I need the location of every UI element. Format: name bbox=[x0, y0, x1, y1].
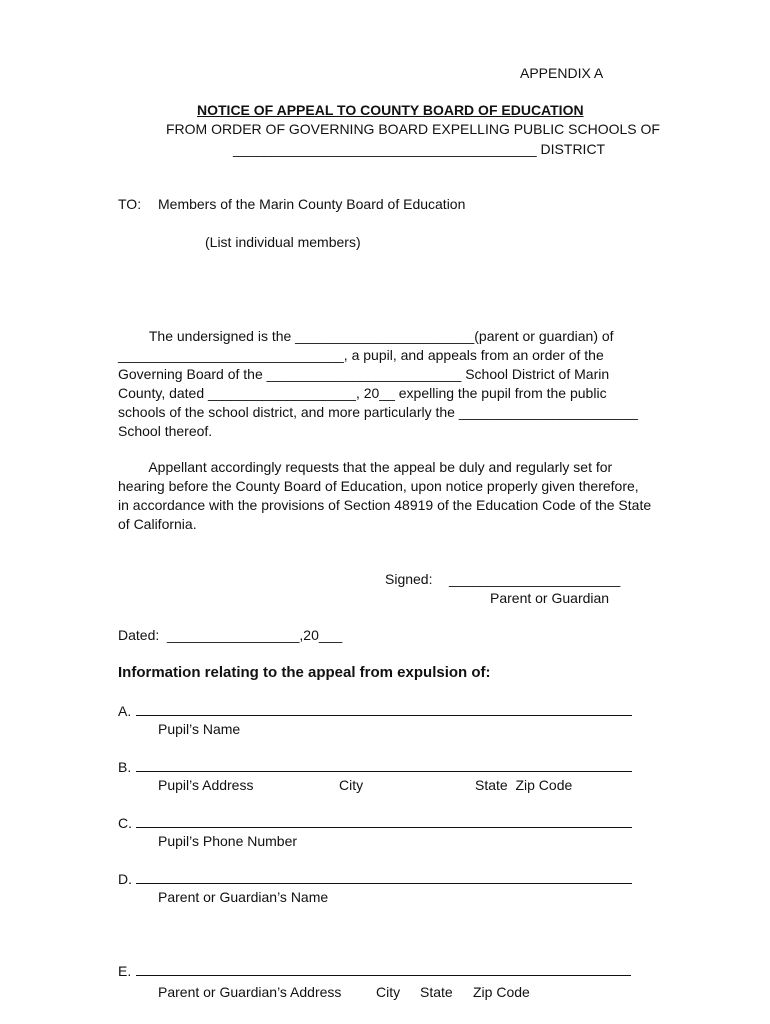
field-caption: City bbox=[339, 777, 364, 793]
paragraph-line: School thereof. bbox=[118, 423, 213, 439]
field-caption: State bbox=[420, 984, 453, 1000]
to-label: TO: bbox=[118, 196, 142, 212]
paragraph-line: hearing before the County Board of Education, upon notice properly given therefore, bbox=[118, 478, 639, 494]
field-caption: City bbox=[376, 984, 401, 1000]
appendix-label: APPENDIX A bbox=[520, 65, 604, 81]
page-title: NOTICE OF APPEAL TO COUNTY BOARD OF EDUCATION bbox=[197, 102, 584, 118]
field-caption: Pupil’s Name bbox=[158, 721, 241, 737]
field-caption: Pupil’s Address bbox=[158, 777, 254, 793]
paragraph-line: _____________________________, a pupil, and appeals from an order of the bbox=[118, 347, 604, 363]
paragraph-line: of California. bbox=[118, 516, 197, 532]
appeal-paragraph bbox=[118, 327, 698, 441]
members-note: (List individual members) bbox=[205, 234, 361, 250]
paragraph-line: Appellant accordingly requests that the appeal be duly and regularly set for bbox=[118, 459, 613, 475]
signature-role: Parent or Guardian bbox=[490, 590, 610, 606]
field-caption: Pupil’s Phone Number bbox=[158, 833, 298, 849]
item-letter: B. bbox=[118, 759, 132, 775]
field-caption: State Zip Code bbox=[475, 777, 573, 793]
guardian-name-field[interactable] bbox=[136, 883, 632, 884]
item-letter: D. bbox=[118, 871, 132, 887]
signature-field[interactable]: ______________________ bbox=[449, 571, 621, 587]
item-letter: C. bbox=[118, 815, 132, 831]
pupil-name-field[interactable] bbox=[136, 715, 632, 716]
pupil-phone-field[interactable] bbox=[136, 827, 632, 828]
district-line: _______________________________________ DISTRICT bbox=[233, 141, 606, 157]
paragraph-line: County, dated ___________________, 20__ expelling the pupil from the public bbox=[118, 385, 607, 401]
pupil-address-field[interactable] bbox=[136, 771, 632, 772]
field-caption: Parent or Guardian’s Name bbox=[158, 889, 329, 905]
paragraph-line: The undersigned is the _______________________(parent or guardian) of bbox=[118, 328, 614, 344]
request-paragraph bbox=[118, 458, 698, 534]
to-recipient: Members of the Marin County Board of Education bbox=[158, 196, 466, 212]
page-subtitle: FROM ORDER OF GOVERNING BOARD EXPELLING PUBLIC SCHOOLS OF bbox=[166, 121, 660, 137]
paragraph-line: in accordance with the provisions of Section 48919 of the Education Code of the State bbox=[118, 497, 652, 513]
item-letter: E. bbox=[118, 963, 132, 979]
guardian-address-field[interactable] bbox=[136, 975, 631, 976]
info-heading: Information relating to the appeal from expulsion of: bbox=[118, 664, 491, 681]
field-caption: Parent or Guardian’s Address bbox=[158, 984, 342, 1000]
signed-label: Signed: bbox=[385, 571, 433, 587]
dated-field[interactable]: Dated: _________________,20___ bbox=[118, 627, 343, 643]
paragraph-line: Governing Board of the _________________________ School District of Marin bbox=[118, 366, 610, 382]
item-letter: A. bbox=[118, 703, 132, 719]
paragraph-line: schools of the school district, and more particularly the _______________________ bbox=[118, 404, 638, 420]
field-caption: Zip Code bbox=[473, 984, 530, 1000]
